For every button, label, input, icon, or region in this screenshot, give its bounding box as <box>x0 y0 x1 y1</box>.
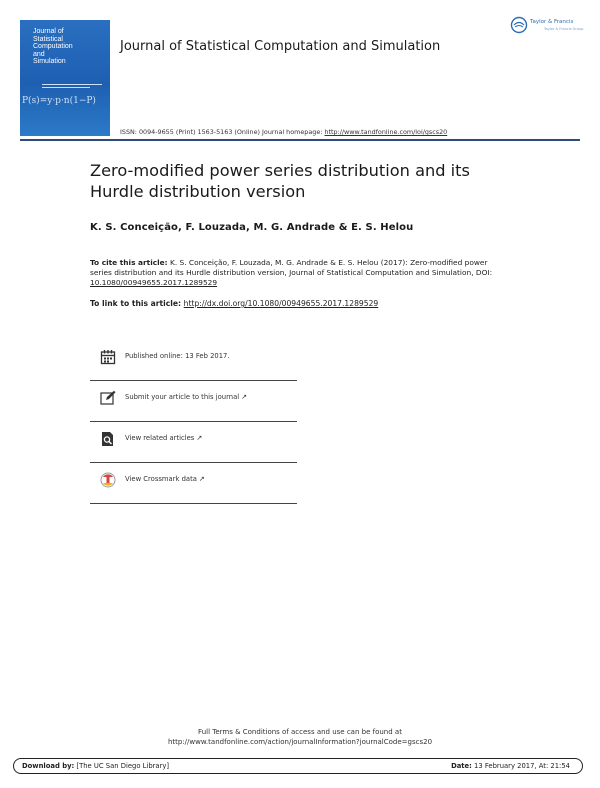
issn-text: ISSN: 0094-9655 (Print) 1563-5163 (Online) Journal homepage: <box>120 128 325 136</box>
published-date: Published online: 13 Feb 2017. <box>125 352 230 360</box>
journal-cover-image <box>20 20 110 136</box>
article-authors: K. S. Conceição, F. Louzada, M. G. Andrade & E. S. Helou <box>90 222 414 233</box>
cover-formula: P(s)=y·p·n(1−P) <box>22 96 96 106</box>
crossmark-icon <box>100 472 116 488</box>
downloaded-by: Download by: [The UC San Diego Library] <box>22 762 170 770</box>
terms-line: Full Terms & Conditions of access and use can be found at <box>198 728 402 736</box>
cite-text: K. S. Conceição, F. Louzada, M. G. Andrade & E. S. Helou (2017): Zero-modified power series distribution and its Hurdle distribution version, Journal of Statistical Computation and Simulation, DOI: <box>90 258 493 277</box>
crossmark-row[interactable] <box>90 463 297 503</box>
external-link-icon: ↗ <box>196 434 203 442</box>
edit-icon <box>100 390 116 406</box>
download-info-bar <box>13 758 583 774</box>
download-date: Date: 13 February 2017, At: 21:54 <box>451 762 570 770</box>
submit-article-row[interactable] <box>90 381 297 421</box>
related-articles-row[interactable] <box>90 422 297 462</box>
submit-article-link[interactable]: Submit your article to this journal ↗ <box>125 393 248 401</box>
doi-link[interactable]: 10.1080/00949655.2017.1289529 <box>90 278 218 287</box>
article-link[interactable]: http://dx.doi.org/10.1080/00949655.2017.1289529 <box>183 299 379 308</box>
published-row <box>90 340 297 380</box>
header-divider <box>20 139 580 141</box>
related-articles-link[interactable]: View related articles ↗ <box>125 434 203 442</box>
cover-decoration <box>42 83 102 91</box>
external-link-icon: ↗ <box>241 393 248 401</box>
publisher-name: Taylor & Francis <box>530 19 574 25</box>
calendar-icon <box>100 349 116 365</box>
issn-line <box>120 128 447 136</box>
journal-homepage-link[interactable]: http://www.tandfonline.com/loi/gscs20 <box>324 128 448 136</box>
cover-title: Journal of Statistical Computation and Simulation <box>33 28 73 65</box>
citation-block <box>90 258 510 288</box>
info-divider <box>90 503 297 504</box>
article-link-line <box>90 299 378 308</box>
crossmark-link[interactable]: View Crossmark data ↗ <box>125 475 205 483</box>
publisher-logo-icon <box>510 16 528 34</box>
cite-label: To cite this article: <box>90 258 168 267</box>
external-link-icon: ↗ <box>198 475 205 483</box>
link-label: To link to this article: <box>90 299 184 308</box>
publisher-group: Taylor & Francis Group <box>544 27 584 31</box>
related-articles-icon <box>100 431 116 447</box>
terms-notice <box>0 727 600 747</box>
journal-title: Journal of Statistical Computation and Simulation <box>120 39 441 54</box>
terms-url[interactable]: http://www.tandfonline.com/action/journalInformation?journalCode=gscs20 <box>167 738 433 746</box>
article-title: Zero-modified power series distribution and its Hurdle distribution version <box>90 161 470 201</box>
publisher-logo[interactable] <box>510 16 588 38</box>
